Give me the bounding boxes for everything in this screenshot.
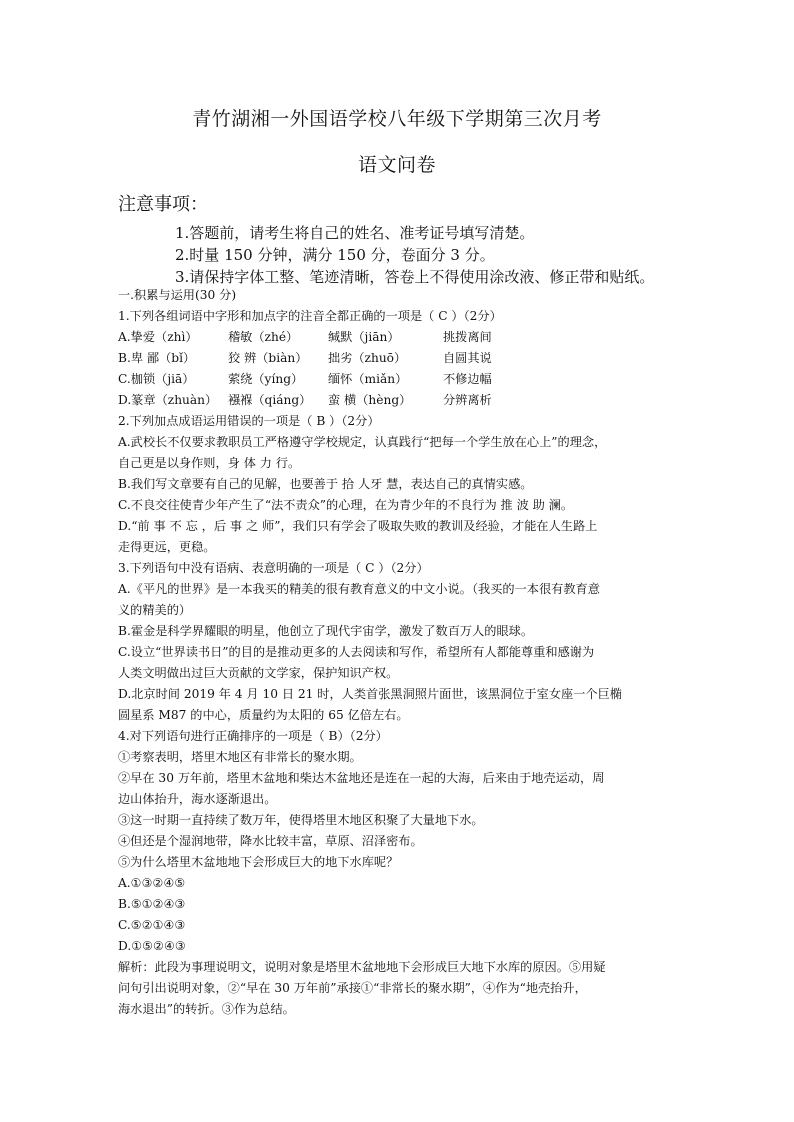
q3-line: 人类文明做出过巨大贡献的文学家，保护知识产权。 [118, 666, 399, 680]
q4-line: ②早在 30 万年前，塔里木盆地和柴达木盆地还是连在一起的大海，后来由于地壳运动，周 [118, 771, 605, 785]
q3-line: C.设立“世界读书日”的目的是推动更多的人去阅读和写作，希望所有人都能尊重和感谢为 [118, 645, 595, 659]
q4-line: A.①③②④⑤ [118, 876, 186, 890]
q2-line: D.“前 事 不 忘 ，后 事 之 师”，我们只有学会了吸取失败的教训及经验，才能在人生路上 [118, 519, 598, 533]
exam-subtitle: 语文问卷 [357, 154, 436, 176]
q3-line: D.北京时间 2019 年 4 月 10 日 21 时，人类首张黑洞照片面世，该黑洞位于室女座一个巨椭 [118, 687, 622, 701]
q2-line: A.武校长不仅要求教职员工严格遵守学校规定，认真践行“把每一个学生放在心上”的理念， [118, 435, 607, 449]
q2-line: B.我们写文章要有自己的见解，也要善于 拾 人牙 慧，表达自己的真情实感。 [118, 477, 533, 491]
option-cell: 拙劣（zhuō） [328, 351, 407, 365]
option-cell: C.枷锁（jiā） [118, 372, 195, 386]
q3-line: 义的精美的） [118, 603, 192, 617]
q4-line: ⑤为什么塔里木盆地地下会形成巨大的地下水库呢？ [118, 855, 399, 869]
q4-line: ③这一时期一直持续了数万年，使得塔里木地区积聚了大量地下水。 [118, 813, 484, 827]
option-cell: A.挚爱（zhì） [118, 330, 198, 344]
q2-line: 走得更远，更稳。 [118, 540, 216, 554]
option-cell: 襁褓（qiáng） [228, 393, 312, 407]
q3-line: 3.下列语句中没有语病、表意明确的一项是（ C ）（2分） [118, 561, 429, 575]
notice-item: 1.答题前，请考生将自己的姓名、准考证号填写清楚。 [175, 224, 535, 242]
option-cell: 稽敏（zhé） [228, 330, 299, 344]
q4-line: 4.对下列语句进行正确排序的一项是（ B）（2分） [118, 729, 388, 743]
q1-option-d [118, 390, 686, 411]
q3-line: 圆星系 M87 的中心，质量约为太阳的 65 亿倍左右。 [118, 708, 409, 722]
q1-option-a [118, 327, 686, 348]
q4-line: 问句引出说明对象，②“早在 30 万年前”承接①“非常长的聚水期”，④作为“地壳抬升， [118, 981, 587, 995]
option-cell: 不修边幅 [443, 372, 492, 386]
q4-line: D.①⑤②④③ [118, 939, 186, 953]
option-cell: D.篆章（zhuàn） [118, 393, 218, 407]
q2-line: C.不良交往使青少年产生了“法不责众”的心理，在为青少年的不良行为 推 波 助 澜。 [118, 498, 574, 512]
option-cell: 分辨离析 [443, 393, 492, 407]
q1-stem: 1.下列各组词语中字形和加点字的注音全都正确的一项是（ C ）（2分） [118, 309, 502, 323]
q3-line: B.霍金是科学界耀眼的明星，他创立了现代宇宙学，激发了数百万人的眼球。 [118, 624, 534, 638]
q4-line: C.⑤②①④③ [118, 918, 186, 932]
notice-item: 2.时量 150 分钟，满分 150 分，卷面分 3 分。 [175, 246, 495, 264]
q4-line: 边山体抬升，海水逐渐退出。 [118, 792, 277, 806]
notice-heading: 注意事项： [118, 194, 208, 215]
option-cell: 缅怀（miǎn） [328, 372, 408, 386]
q4-line: 解析：此段为事理说明文，说明对象是塔里木盆地地下会形成巨大地下水库的原因。⑤用疑 [118, 960, 606, 974]
q1-option-b [118, 348, 686, 369]
option-cell: 狡 辨（biàn） [228, 351, 308, 365]
q4-line: ①考察表明，塔里木地区有非常长的聚水期。 [118, 750, 362, 764]
option-cell: 蛮 横（hèng） [328, 393, 412, 407]
q2-line: 2.下列加点成语运用错误的一项是（ B ）（2分） [118, 414, 380, 428]
q3-line: A.《平凡的世界》是一本我买的精美的很有教育意义的中文小说。（我买的一本很有教育意 [118, 582, 600, 596]
option-cell: 缄默（jiān） [328, 330, 400, 344]
q4-line: B.⑤①②④③ [118, 897, 186, 911]
q4-line: ④但还是个湿润地带，降水比较丰富，草原、沼泽密布。 [118, 834, 423, 848]
section-heading: 一.积累与运用(30 分) [118, 288, 237, 302]
option-cell: 自圆其说 [443, 351, 492, 365]
option-cell: 萦绕（yíng） [228, 372, 304, 386]
q1-option-c [118, 369, 686, 390]
exam-title: 青竹湖湘一外国语学校八年级下学期第三次月考 [192, 108, 602, 130]
question-body [118, 285, 686, 1020]
notice-item: 3.请保持字体工整、笔迹清晰，答卷上不得使用涂改液、修正带和贴纸。 [175, 268, 655, 286]
option-cell: 挑拨离间 [443, 330, 492, 344]
q2-line: 自己更是以身作则，身 体 力 行。 [118, 456, 301, 470]
q4-line: 海水退出”的转折。③作为总结。 [118, 1002, 295, 1016]
option-cell: B.卑 鄙（bǐ） [118, 351, 196, 365]
